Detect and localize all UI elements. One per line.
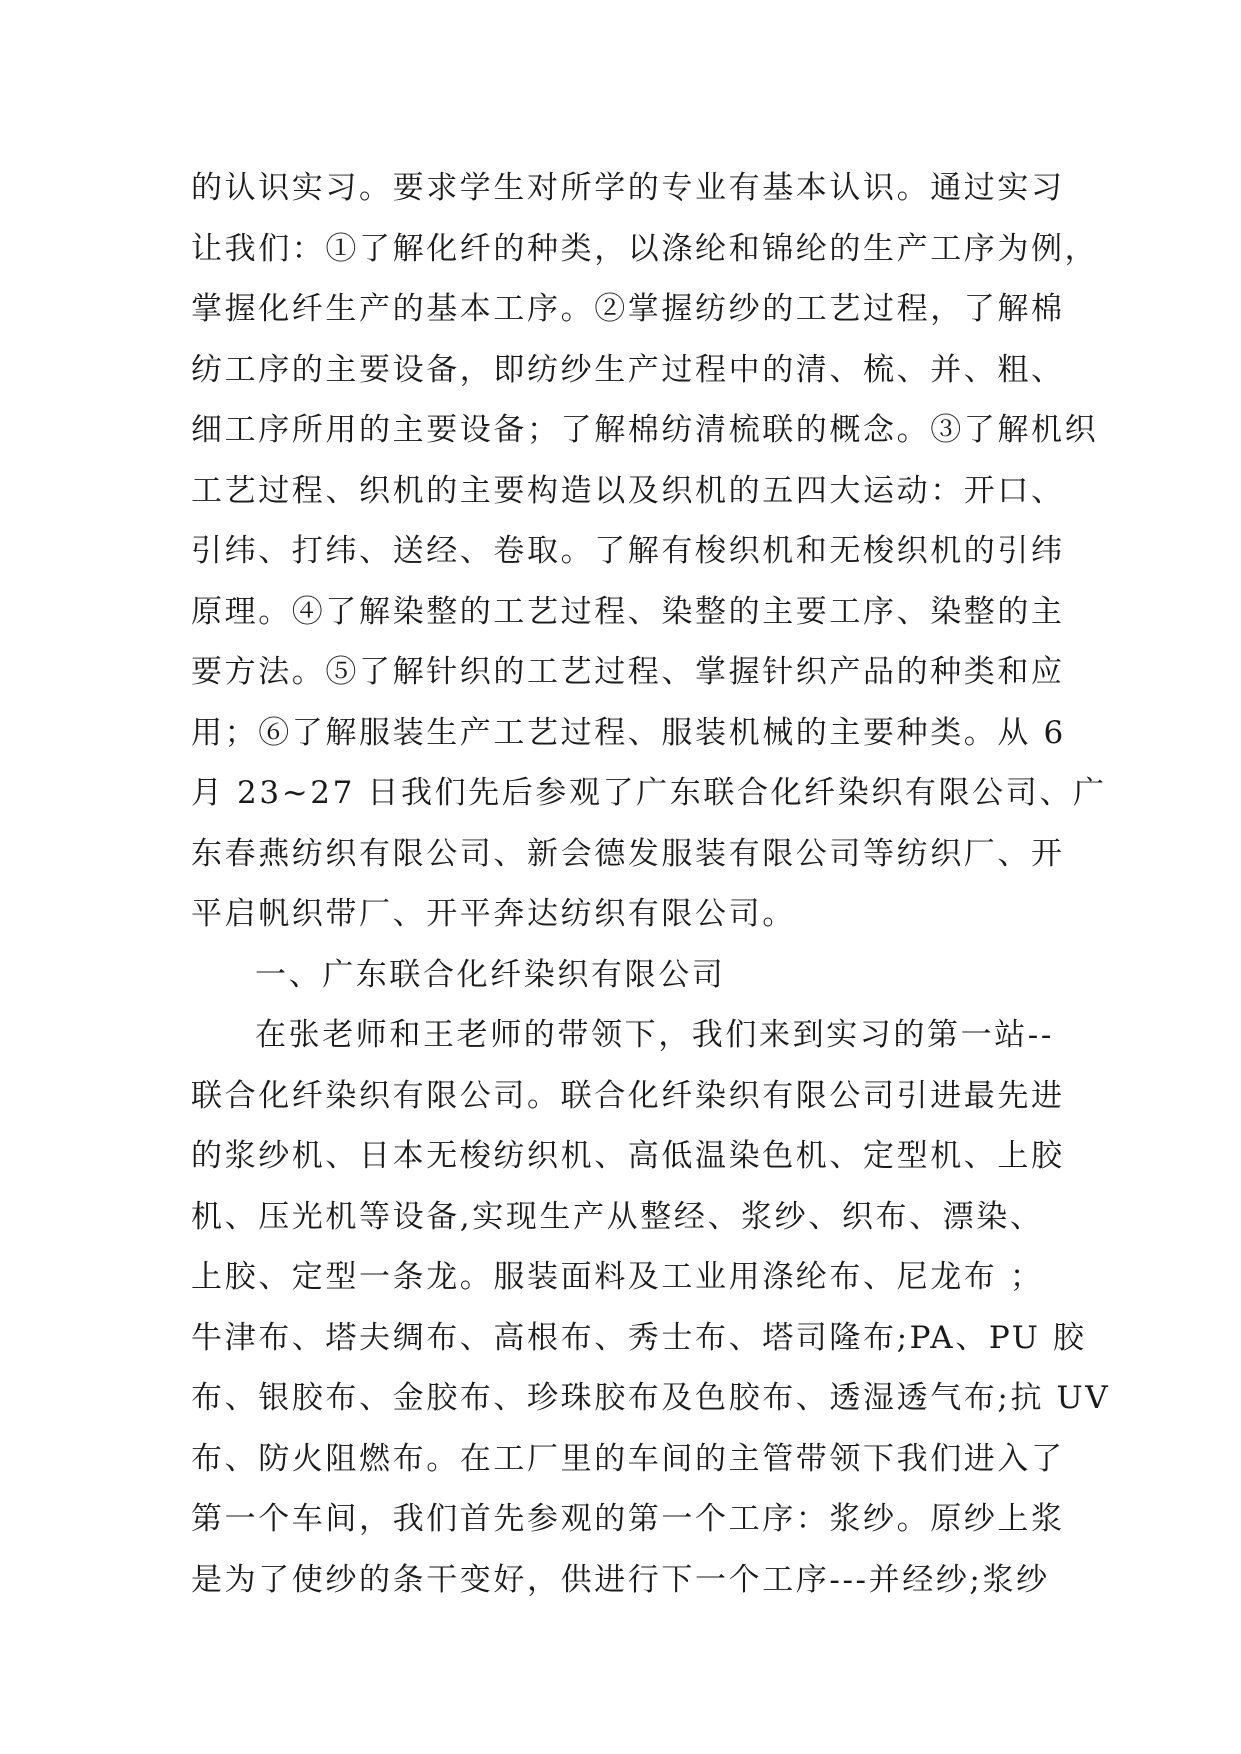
text-line: 布、防火阻燃布。在工厂里的车间的主管带领下我们进入了 bbox=[191, 1440, 1065, 1477]
text-line: 细工序所用的主要设备；了解棉纺清梳联的概念。③了解机织 bbox=[191, 412, 1099, 448]
text-line: 平启帆织带厂、开平奔达纺织有限公司。 bbox=[191, 896, 796, 932]
text-line: 月 23~27 日我们先后参观了广东联合化纤染织有限公司、广 bbox=[191, 775, 1107, 811]
text-line: 是为了使纱的条干变好，供进行下一个工序---并经纱;浆纱 bbox=[191, 1561, 1050, 1598]
text-line: 牛津布、塔夫绸布、高根布、秀士布、塔司隆布;PA、PU 胶 bbox=[191, 1319, 1087, 1356]
text-line: 要方法。⑤了解针织的工艺过程、掌握针织产品的种类和应 bbox=[191, 654, 1065, 690]
text-line: 让我们：①了解化纤的种类，以涤纶和锦纶的生产工序为例， bbox=[191, 230, 1099, 267]
text-line: 引纬、打纬、送经、卷取。了解有梭织机和无梭织机的引纬 bbox=[191, 533, 1065, 569]
text-line: 的浆纱机、日本无梭纺织机、高低温染色机、定型机、上胶 bbox=[191, 1138, 1065, 1174]
text-line: 掌握化纤生产的基本工序。②掌握纺纱的工艺过程，了解棉 bbox=[191, 291, 1065, 327]
text-line: 第一个车间，我们首先参观的第一个工序：浆纱。原纱上浆 bbox=[191, 1501, 1065, 1537]
text-line: 的认识实习。要求学生对所学的专业有基本认识。通过实习 bbox=[191, 170, 1065, 206]
text-line: 机、压光机等设备,实现生产从整经、浆纱、织布、漂染、 bbox=[191, 1198, 1044, 1235]
text-line: 用；⑥了解服装生产工艺过程、服装机械的主要种类。从 6 bbox=[191, 714, 1066, 751]
text-line: 上胶、定型一条龙。服装面料及工业用涤纶布、尼龙布 ； bbox=[191, 1259, 1044, 1295]
text-line: 布、银胶布、金胶布、珍珠胶布及色胶布、透湿透气布;抗 UV bbox=[191, 1380, 1111, 1416]
text-line: 在张老师和王老师的带领下，我们来到实习的第一站-- bbox=[255, 1017, 1054, 1053]
document-body bbox=[191, 158, 1111, 1610]
text-line: 工艺过程、织机的主要构造以及织机的五四大运动：开口、 bbox=[191, 472, 1065, 509]
text-line: 原理。④了解染整的工艺过程、染整的主要工序、染整的主 bbox=[191, 593, 1065, 630]
text-line: 纺工序的主要设备，即纺纱生产过程中的清、梳、并、粗、 bbox=[191, 351, 1065, 388]
text-line: 东春燕纺织有限公司、新会德发服装有限公司等纺织厂、开 bbox=[191, 835, 1065, 872]
text-line: 一、广东联合化纤染织有限公司 bbox=[255, 956, 726, 993]
text-line: 联合化纤染织有限公司。联合化纤染织有限公司引进最先进 bbox=[191, 1077, 1065, 1114]
